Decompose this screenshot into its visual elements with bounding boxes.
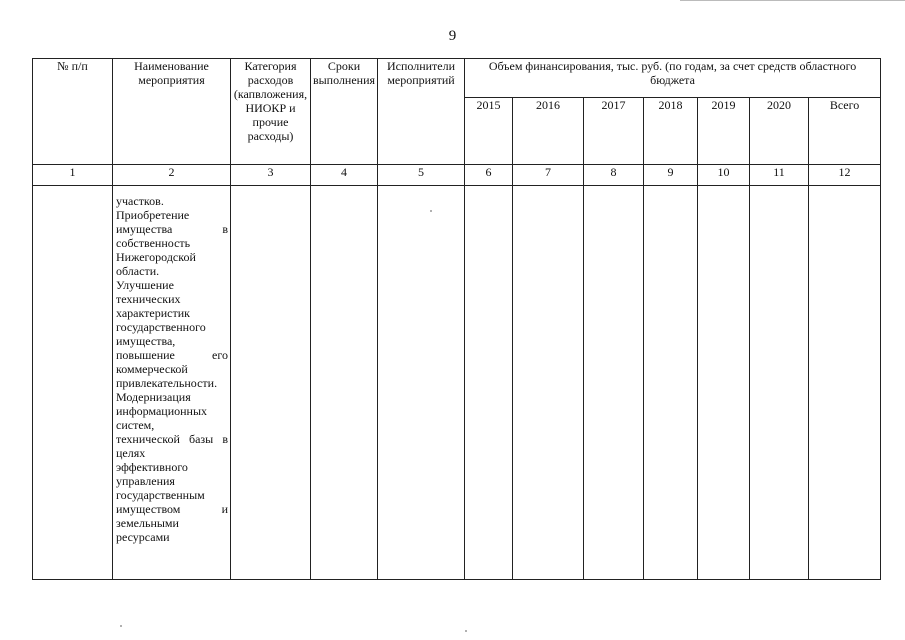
column-number: 4 bbox=[311, 165, 378, 186]
activity-description-line: эффективного bbox=[116, 460, 188, 474]
header-number: № п/п bbox=[33, 59, 113, 165]
header-total: Всего bbox=[809, 98, 881, 165]
scan-speck bbox=[120, 625, 122, 627]
header-deadlines: Сроки выполнения bbox=[311, 59, 378, 165]
scan-speck bbox=[430, 210, 432, 212]
header-year: 2020 bbox=[750, 98, 809, 165]
activity-description-line: привлекательности. bbox=[116, 376, 218, 390]
activity-description-line: Приобретение bbox=[116, 208, 190, 222]
header-year: 2017 bbox=[584, 98, 644, 165]
header-year: 2019 bbox=[698, 98, 750, 165]
page-number: 9 bbox=[448, 28, 457, 44]
activity-description-line: имущества, bbox=[116, 334, 176, 348]
scan-speck bbox=[465, 630, 467, 632]
cell-2020 bbox=[750, 186, 809, 580]
activity-description-line: имущества в bbox=[116, 222, 228, 236]
header-year: 2015 bbox=[465, 98, 513, 165]
cell-2015 bbox=[465, 186, 513, 580]
column-number: 1 bbox=[33, 165, 113, 186]
cell-executors bbox=[378, 186, 465, 580]
column-number: 3 bbox=[231, 165, 311, 186]
program-activities-table bbox=[32, 58, 881, 580]
activity-description-line: земельными bbox=[116, 516, 179, 530]
column-number: 9 bbox=[644, 165, 698, 186]
cell-expense-category bbox=[231, 186, 311, 580]
activity-description-line: повышение его bbox=[116, 348, 228, 362]
activity-description-line: целях bbox=[116, 446, 146, 460]
column-number: 11 bbox=[750, 165, 809, 186]
activity-description-line: технической базы в bbox=[116, 432, 228, 446]
column-number: 2 bbox=[113, 165, 231, 186]
activity-description-line: области. bbox=[116, 264, 160, 278]
activity-description-line: систем, bbox=[116, 418, 155, 432]
header-executors: Исполнители мероприятий bbox=[378, 59, 465, 165]
cell-2019 bbox=[698, 186, 750, 580]
activity-description-line: Нижегородской bbox=[116, 250, 196, 264]
activity-description-line: ресурсами bbox=[116, 530, 170, 544]
activity-description-line: государственным bbox=[116, 488, 205, 502]
activity-description-line: коммерческой bbox=[116, 362, 188, 376]
activity-description-line: технических bbox=[116, 292, 181, 306]
column-number: 8 bbox=[584, 165, 644, 186]
activity-description-line: характеристик bbox=[116, 306, 190, 320]
header-year: 2016 bbox=[513, 98, 584, 165]
header-funding-volume: Объем финансирования, тыс. руб. (по годам, за счет средств областного бюджета bbox=[465, 59, 881, 98]
column-number: 12 bbox=[809, 165, 881, 186]
column-number: 6 bbox=[465, 165, 513, 186]
activity-description-line: участков. bbox=[116, 194, 164, 208]
cell-total bbox=[809, 186, 881, 580]
activity-description-line: управления bbox=[116, 474, 175, 488]
activity-description-line: государственного bbox=[116, 320, 206, 334]
activity-description-line: Модернизация bbox=[116, 390, 191, 404]
cell-number bbox=[33, 186, 113, 580]
cell-2017 bbox=[584, 186, 644, 580]
header-year: 2018 bbox=[644, 98, 698, 165]
scan-edge-line bbox=[680, 0, 905, 1]
column-number: 10 bbox=[698, 165, 750, 186]
activity-description bbox=[113, 186, 231, 580]
column-number: 5 bbox=[378, 165, 465, 186]
activity-description-line: Улучшение bbox=[116, 278, 174, 292]
activity-description-line: информационных bbox=[116, 404, 208, 418]
header-expense-category: Категория расходов (капвложения, НИОКР и прочие расходы) bbox=[231, 59, 311, 165]
cell-2018 bbox=[644, 186, 698, 580]
activity-description-line: собственность bbox=[116, 236, 191, 250]
column-number: 7 bbox=[513, 165, 584, 186]
cell-2016 bbox=[513, 186, 584, 580]
activity-description-line: имуществом и bbox=[116, 502, 228, 516]
header-activity-name: Наименование мероприятия bbox=[113, 59, 231, 165]
cell-deadlines bbox=[311, 186, 378, 580]
